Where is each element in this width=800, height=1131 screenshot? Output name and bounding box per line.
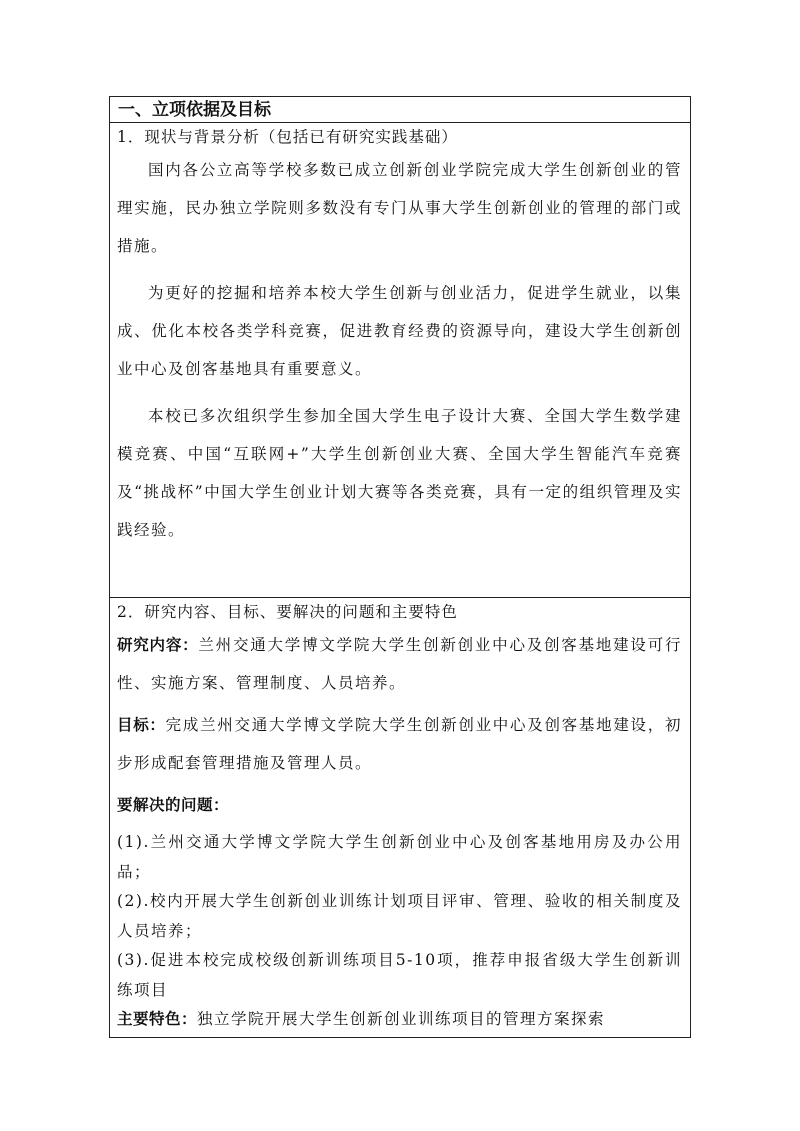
background-paragraph-2: 为更好的挖掘和培养本校大学生创新与创业活力，促进学生就业，以集成、优化本校各类学科竞赛，促进教育经费的资源导向，建设大学生创新创业中心及创客基地具有重要意义。	[117, 284, 682, 378]
research-content-label: 研究内容：	[117, 636, 199, 654]
section-title: 一、立项依据及目标	[110, 97, 690, 123]
research-content-section	[110, 598, 690, 1037]
main-feature	[110, 1005, 690, 1035]
project-basis-table	[109, 96, 691, 1038]
research-content	[110, 626, 690, 702]
problem-item-3: (3).促进本校完成校级创新训练项目5-10项，推荐申报省级大学生创新训练项目	[117, 951, 682, 999]
problem-item-2: (2).校内开展大学生创新创业训练计划项目评审、管理、验收的相关制度及人员培养；	[117, 892, 682, 940]
main-feature-text: 独立学院开展大学生创新创业训练项目的管理方案探索	[197, 1010, 606, 1028]
research-content-text: 兰州交通大学博文学院大学生创新创业中心及创客基地建设可行性、实施方案、管理制度、人员培养。	[117, 636, 682, 692]
main-feature-label: 主要特色：	[117, 1010, 198, 1028]
research-goal	[110, 706, 690, 782]
problems-label: 要解决的问题：	[117, 796, 230, 814]
research-goal-text: 完成兰州交通大学博文学院大学生创新创业中心及创客基地建设，初步形成配套管理措施及管理人员。	[117, 716, 682, 772]
background-analysis-section	[110, 123, 690, 598]
research-heading: 2．研究内容、目标、要解决的问题和主要特色	[117, 603, 458, 621]
background-paragraph-1: 国内各公立高等学校多数已成立创新创业学院完成大学生创新创业的管理实施，民办独立学院则多数没有专门从事大学生创新创业的管理的部门或措施。	[117, 161, 682, 255]
background-paragraph-3: 本校已多次组织学生参加全国大学生电子设计大赛、全国大学生数学建模竞赛、中国“互联网+”大学生创新创业大赛、全国大学生智能汽车竞赛及“挑战杯”中国大学生创业计划大赛等各类竞赛，具有一定的组织管理及实践经验。	[117, 407, 682, 539]
problem-item-1: (1).兰州交通大学博文学院大学生创新创业中心及创客基地用房及办公用品；	[117, 833, 682, 881]
research-goal-label: 目标：	[117, 716, 166, 734]
background-heading: 1．现状与背景分析（包括已有研究实践基础）	[117, 128, 458, 146]
